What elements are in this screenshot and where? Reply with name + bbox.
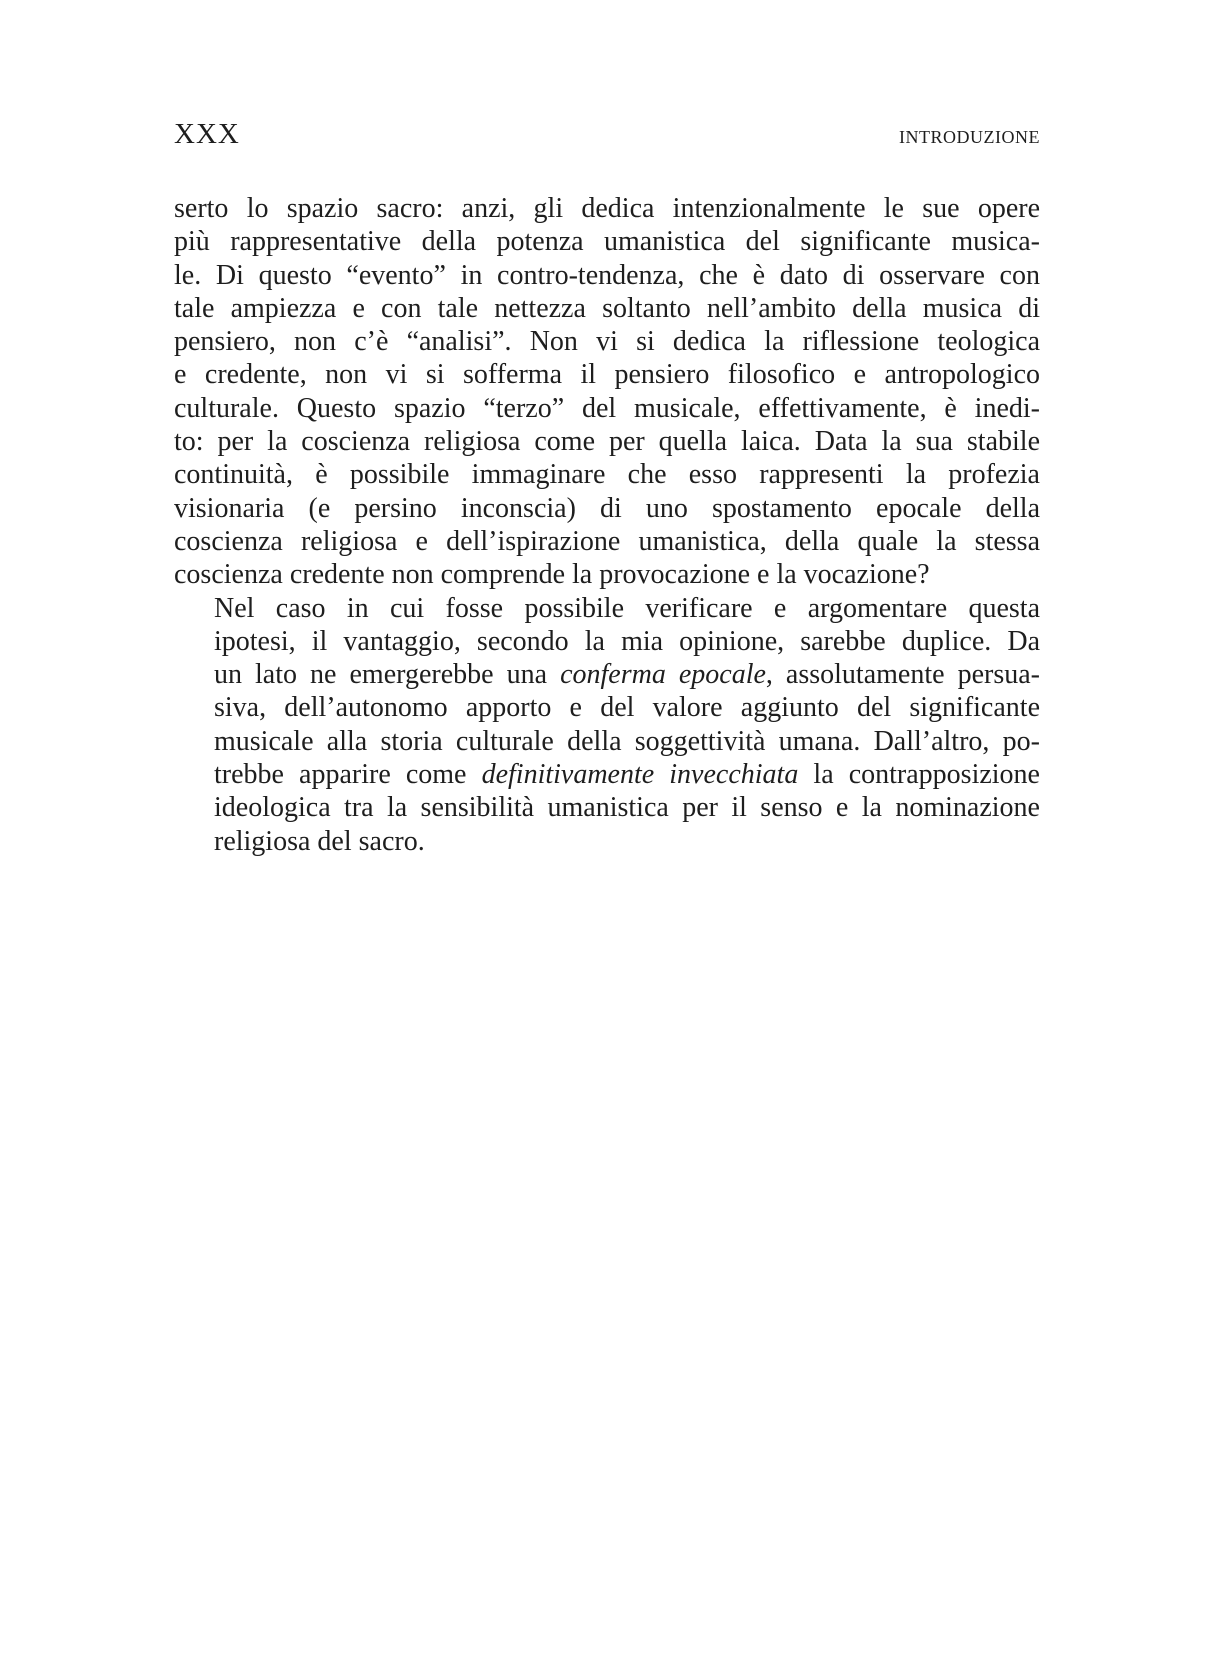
text-line: più rappresentative della potenza umanistica del significante musica- <box>174 226 1040 258</box>
running-title: INTRODUZIONE <box>899 127 1040 147</box>
text-line: e credente, non vi si sofferma il pensiero filosofico e antropologico <box>174 359 1040 391</box>
text-segment: un lato ne emergerebbe una <box>214 659 561 691</box>
text-line: to: per la coscienza religiosa come per quella laica. Data la sua stabile <box>174 426 1040 458</box>
running-head <box>174 118 1040 158</box>
paragraph-2 <box>174 592 1040 858</box>
text-line: musicale alla storia culturale della soggettività umana. Dall’altro, po- <box>214 725 1040 757</box>
text-line: tale ampiezza e con tale nettezza soltanto nell’ambito della musica di <box>174 292 1040 324</box>
text-line: pensiero, non c’è “analisi”. Non vi si dedica la riflessione teologica <box>174 326 1040 358</box>
text-line: continuità, è possibile immaginare che esso rappresenti la profezia <box>174 459 1040 491</box>
text-line: Nel caso in cui fosse possibile verificare e argomentare questa <box>214 592 1040 624</box>
text-line: coscienza credente non comprende la provocazione e la vocazione? <box>174 559 930 591</box>
text-line: ipotesi, il vantaggio, secondo la mia opinione, sarebbe duplice. Da <box>214 625 1040 657</box>
text-line-with-emphasis <box>174 658 1040 691</box>
page-number: XXX <box>174 118 240 150</box>
emphasis-definitivamente-invecchiata: definitivamente invecchiata <box>481 759 799 791</box>
text-line: culturale. Questo spazio “terzo” del musicale, effettivamente, è inedi- <box>174 392 1040 424</box>
text-segment: la contrapposizione <box>798 759 1040 791</box>
text-line: visionaria (e persino inconscia) di uno spostamento epocale della <box>174 492 1040 524</box>
text-segment: trebbe apparire come <box>214 759 482 791</box>
text-line: coscienza religiosa e dell’ispirazione umanistica, della quale la stessa <box>174 525 1040 557</box>
book-page <box>174 118 1040 858</box>
text-line: ideologica tra la sensibilità umanistica per il senso e la nominazione <box>214 792 1040 824</box>
text-line: siva, dell’autonomo apporto e del valore aggiunto del significante <box>214 692 1040 724</box>
text-line: religiosa del sacro. <box>214 825 425 857</box>
paragraph-1 <box>174 192 1040 592</box>
text-line: serto lo spazio sacro: anzi, gli dedica intenzionalmente le sue opere <box>174 193 1040 224</box>
text-segment: , assolutamente persua- <box>765 659 1040 691</box>
text-line-with-emphasis <box>174 758 1040 791</box>
body-text <box>174 192 1040 858</box>
text-line: le. Di questo “evento” in contro-tendenza, che è dato di osservare con <box>174 259 1040 291</box>
emphasis-conferma-epocale: conferma epocale <box>560 659 766 691</box>
